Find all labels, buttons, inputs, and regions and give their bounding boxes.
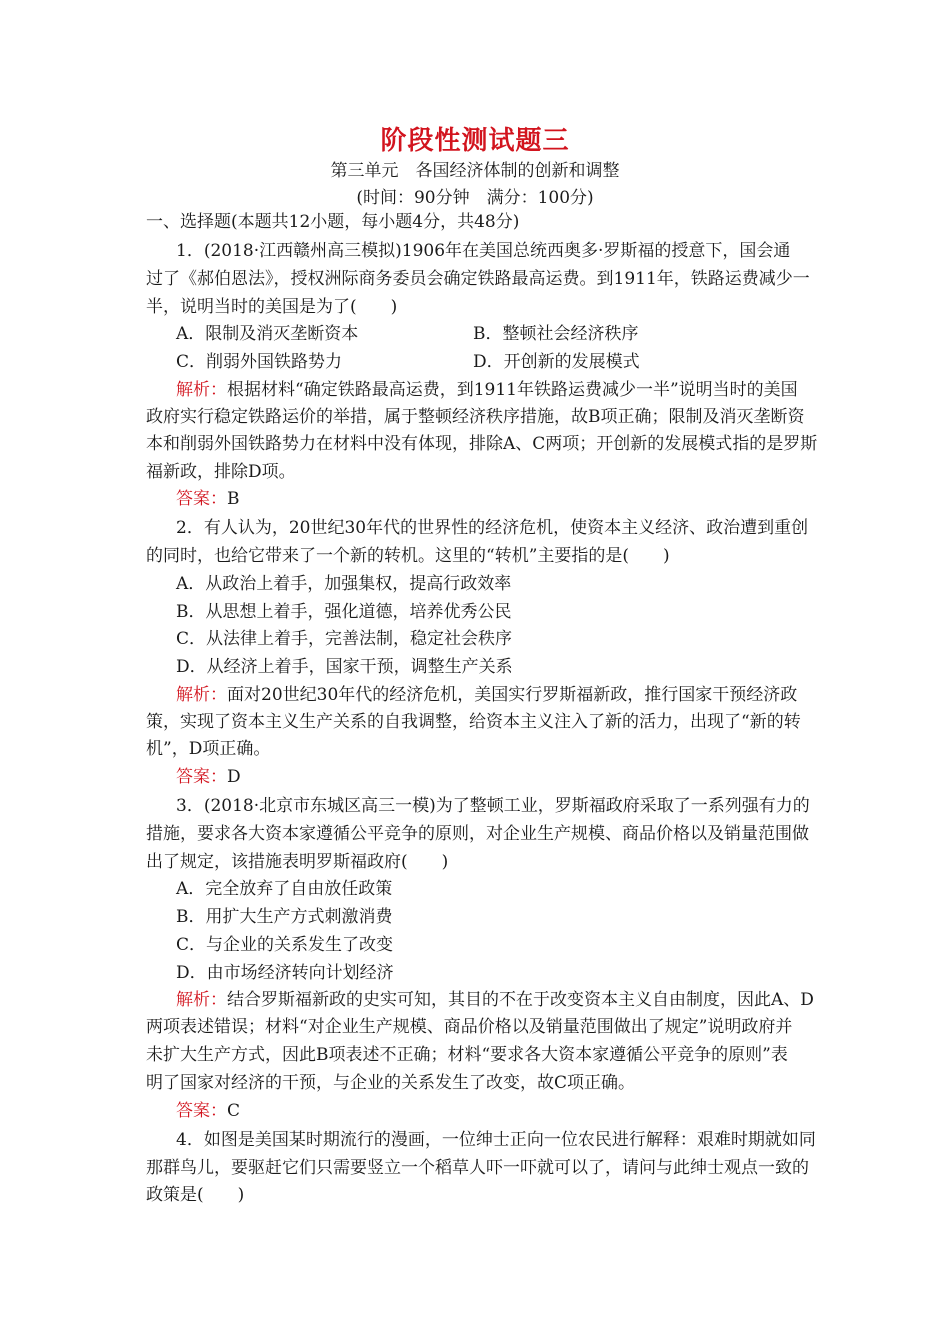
q3-answer: 答案：C: [176, 1101, 241, 1121]
q2-option-b: B．从思想上着手，强化道德，培养优秀公民: [176, 602, 512, 622]
analysis-label: 解析：: [176, 990, 227, 1010]
q3-analysis-line3: 未扩大生产方式，因此B项表述不正确；材料“要求各大资本家遵循公平竞争的原则”表: [146, 1045, 788, 1065]
q3-option-b: B．用扩大生产方式刺激消费: [176, 907, 393, 927]
q3-option-c: C．与企业的关系发生了改变: [176, 935, 394, 955]
q1-answer: 答案：B: [176, 489, 240, 509]
q2-stem-line1: 2．有人认为，20世纪30年代的世界性的经济危机，使资本主义经济、政治遭到重创: [176, 518, 809, 538]
q3-stem-line1: 3．(2018·北京市东城区高三一模)为了整顿工业，罗斯福政府采取了一系列强有力的: [176, 796, 810, 816]
q2-analysis-line2: 策，实现了资本主义生产关系的自我调整，给资本主义注入了新的活力，出现了“新的转: [146, 712, 801, 732]
answer-label: 答案：: [176, 489, 227, 509]
q2-option-c: C．从法律上着手，完善法制，稳定社会秩序: [176, 629, 513, 649]
q3-analysis-line4: 明了国家对经济的干预，与企业的关系发生了改变，故C项正确。: [146, 1073, 636, 1093]
q1-option-c: C．削弱外国铁路势力: [176, 352, 343, 372]
q4-stem-line3: 政策是( ): [146, 1185, 245, 1205]
q1-analysis-line1: 解析：根据材料“确定铁路最高运费，到1911年铁路运费减少一半”说明当时的美国: [176, 380, 798, 400]
q3-analysis-line1: 解析：结合罗斯福新政的史实可知，其目的不在于改变资本主义自由制度，因此A、D: [176, 990, 814, 1010]
q1-stem-line1: 1．(2018·江西赣州高三模拟)1906年在美国总统西奥多·罗斯福的授意下，国会通: [176, 241, 791, 261]
q1-stem-line2: 过了《郝伯恩法》，授权洲际商务委员会确定铁路最高运费。到1911年，铁路运费减少一: [146, 269, 810, 289]
q1-analysis-line4: 福新政，排除D项。: [146, 462, 296, 482]
q1-option-d: D．开创新的发展模式: [473, 352, 640, 372]
q1-stem-line3: 半，说明当时的美国是为了( ): [146, 297, 398, 317]
q1-analysis-line2: 政府实行稳定铁路运价的举措，属于整顿经济秩序措施，故B项正确；限制及消灭垄断资: [146, 407, 805, 427]
q3-analysis-line2: 两项表述错误；材料“对企业生产规模、商品价格以及销量范围做出了规定”说明政府并: [146, 1017, 793, 1037]
q1-analysis-line3: 本和削弱外国铁路势力在材料中没有体现，排除A、C两项；开创新的发展模式指的是罗斯: [146, 434, 818, 454]
q3-stem-line3: 出了规定，该措施表明罗斯福政府( ): [146, 852, 449, 872]
q2-option-d: D．从经济上着手，国家干预，调整生产关系: [176, 657, 513, 677]
answer-label: 答案：: [176, 1101, 227, 1121]
q2-analysis-line3: 机”，D项正确。: [146, 739, 271, 759]
q3-option-d: D．由市场经济转向计划经济: [176, 963, 394, 983]
q2-option-a: A．从政治上着手，加强集权，提高行政效率: [176, 574, 512, 594]
q1-option-a: A．限制及消灭垄断资本: [176, 324, 359, 344]
section-heading: 一、选择题(本题共12小题，每小题4分，共48分): [146, 212, 520, 232]
q3-option-a: A．完全放弃了自由放任政策: [176, 879, 393, 899]
answer-label: 答案：: [176, 767, 227, 787]
analysis-label: 解析：: [176, 685, 227, 705]
q1-option-b: B．整顿社会经济秩序: [473, 324, 639, 344]
q2-answer: 答案：D: [176, 767, 241, 787]
q2-analysis-line1: 解析：面对20世纪30年代的经济危机，美国实行罗斯福新政，推行国家干预经济政: [176, 685, 798, 705]
page-title: 阶段性测试题三: [380, 126, 570, 156]
q4-stem-line1: 4．如图是美国某时期流行的漫画，一位绅士正向一位农民进行解释：艰难时期就如同: [176, 1130, 816, 1150]
unit-subtitle: 第三单元 各国经济体制的创新和调整: [330, 161, 620, 181]
analysis-label: 解析：: [176, 380, 227, 400]
q4-stem-line2: 那群鸟儿，要驱赶它们只需要竖立一个稻草人吓一吓就可以了，请问与此绅士观点一致的: [146, 1158, 809, 1178]
time-info: (时间：90分钟 满分：100分): [356, 188, 594, 208]
q2-stem-line2: 的同时，也给它带来了一个新的转机。这里的“转机”主要指的是( ): [146, 546, 670, 566]
q3-stem-line2: 措施，要求各大资本家遵循公平竞争的原则，对企业生产规模、商品价格以及销量范围做: [146, 824, 809, 844]
